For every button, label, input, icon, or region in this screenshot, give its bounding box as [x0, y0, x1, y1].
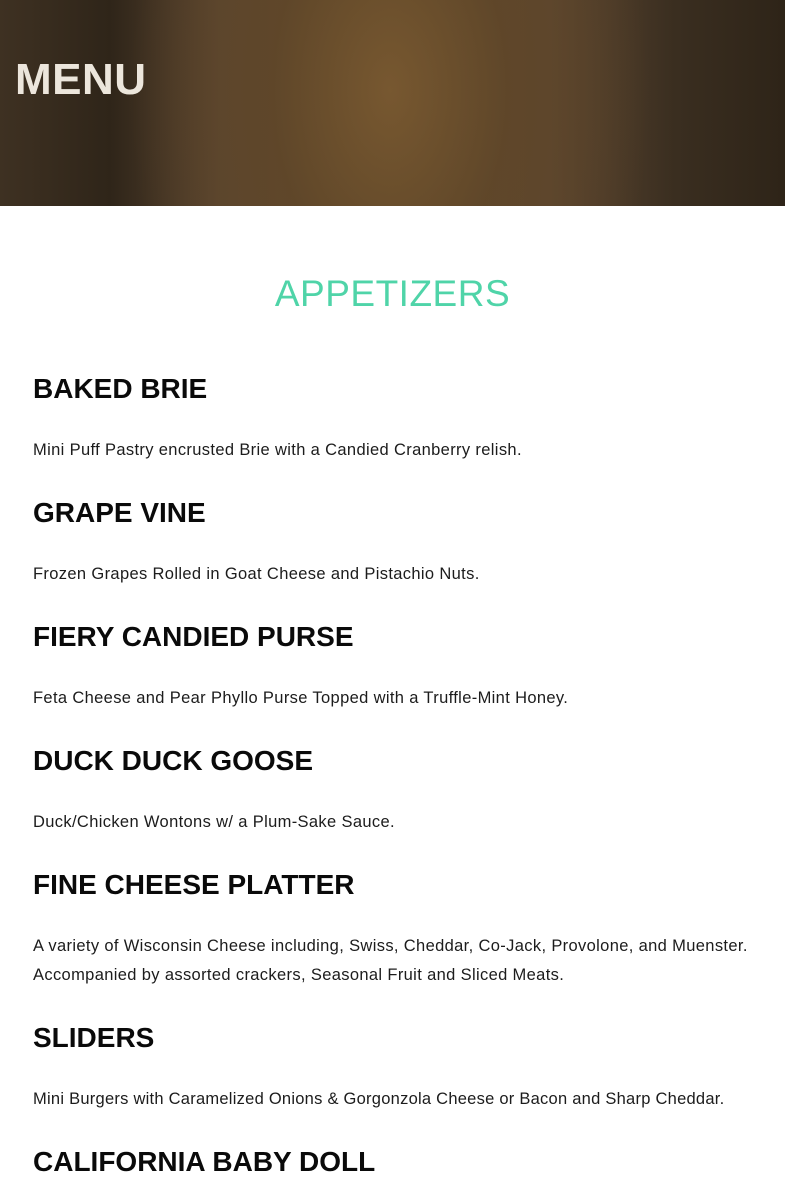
menu-item-name: GRAPE VINE — [33, 497, 206, 528]
menu-item-name: DUCK DUCK GOOSE — [33, 745, 314, 776]
page-title: MENU — [15, 55, 147, 104]
menu-item-description: A variety of Wisconsin Cheese including, Swiss, Cheddar, Co-Jack, Provolone, and Muenster. Accompanied by assorted crackers, Seasonal Fruit and Sliced Meats. — [33, 937, 748, 984]
menu-item-name: SLIDERS — [33, 1022, 155, 1053]
menu-item-description: Frozen Grapes Rolled in Goat Cheese and Pistachio Nuts. — [33, 565, 480, 583]
menu-item-description: Duck/Chicken Wontons w/ a Plum-Sake Sauce. — [33, 813, 395, 831]
section-title-appetizers: APPETIZERS — [274, 273, 511, 314]
menu-item-description: Mini Burgers with Caramelized Onions & Gorgonzola Cheese or Bacon and Sharp Cheddar. — [33, 1090, 725, 1108]
menu-item-description: Feta Cheese and Pear Phyllo Purse Topped with a Truffle-Mint Honey. — [33, 689, 569, 707]
menu-item-name: FIERY CANDIED PURSE — [33, 621, 354, 652]
menu-item-name: FINE CHEESE PLATTER — [33, 869, 355, 900]
menu-item-description: Mini Puff Pastry encrusted Brie with a Candied Cranberry relish. — [33, 441, 522, 459]
menu-item-name: CALIFORNIA BABY DOLL — [33, 1146, 376, 1177]
hero-banner — [0, 0, 785, 206]
menu-item-name: BAKED BRIE — [33, 373, 208, 404]
